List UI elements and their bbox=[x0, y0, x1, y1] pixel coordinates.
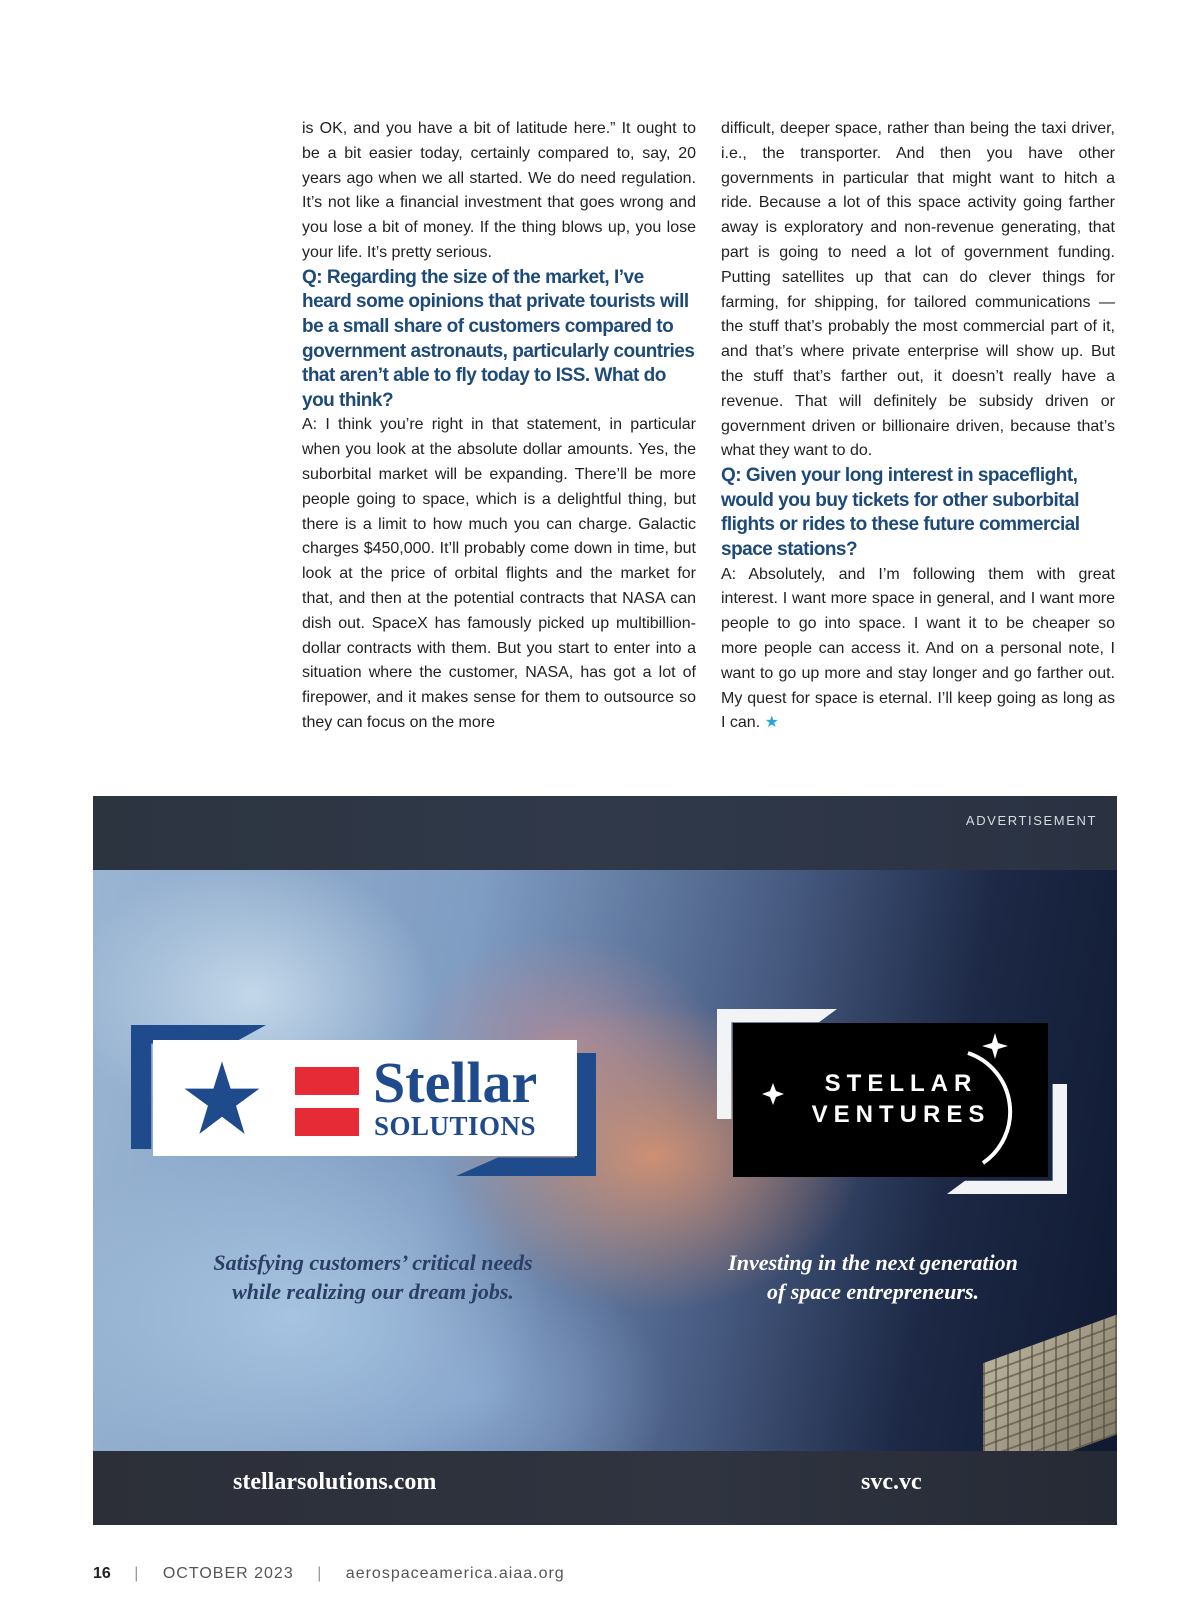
logo-wordmark: VENTURES bbox=[811, 1101, 991, 1128]
question-heading: Q: Given your long interest in spaceflight, would you buy tickets for other suborbital flights or rides to these future commercial space stations? bbox=[721, 465, 1080, 560]
ad-bottom-band bbox=[93, 1451, 1117, 1525]
footer-separator: | bbox=[134, 1565, 140, 1582]
answer-paragraph bbox=[721, 563, 1115, 737]
stellar-ventures-logo bbox=[717, 1009, 1067, 1194]
issue-date: OCTOBER 2023 bbox=[162, 1565, 294, 1582]
ad-tagline-left bbox=[163, 1248, 583, 1306]
paragraph: difficult, deeper space, rather than being the taxi driver, i.e., the transporter. And then you have other governments in particular that might want to hitch a ride. Because a lot of this space activity going farther away is exploratory and non-revenue generating, that part is going to need a lot of government funding. Putting satellites up that can do clever things for farming, for shipping, for tailored communications — the stuff that’s probably the most commercial part of it, and that’s where private enterprise will show up. But the stuff that’s farther out, it doesn’t really have a revenue. That will definitely be subsidy driven or government driven or billionaire driven, because that’s what they want to do. bbox=[721, 120, 1115, 460]
article-column-right bbox=[721, 117, 1115, 736]
tagline-line: Satisfying customers’ critical needs bbox=[213, 1250, 533, 1275]
answer-text: A: Absolutely, and I’m following them with great interest. I want more space in general, and I want more people to go into space. I want it to be cheaper so more people can access it. And on a personal note, I want to go up more and stay longer and go farther out. My quest for space is eternal. I’ll keep going as long as I can. bbox=[721, 565, 1115, 732]
advertisement bbox=[93, 796, 1117, 1525]
tagline-line: of space entrepreneurs. bbox=[766, 1279, 980, 1304]
article-column-left bbox=[302, 117, 696, 736]
website-link[interactable]: aerospaceamerica.aiaa.org bbox=[345, 1565, 565, 1582]
logo-subword: SOLUTIONS bbox=[374, 1111, 537, 1141]
ad-top-band bbox=[93, 796, 1117, 870]
stripe-shape bbox=[295, 1108, 359, 1136]
tagline-line: while realizing our dream jobs. bbox=[232, 1279, 514, 1304]
question-heading: Q: Regarding the size of the market, I’ve heard some opinions that private tourists will be a small share of customers compared to government astronauts, particularly countries that aren’t able to fly today to ISS. What do you think? bbox=[302, 266, 695, 411]
svc-link[interactable]: svc.vc bbox=[861, 1469, 922, 1495]
page-footer bbox=[93, 1565, 565, 1585]
footer-separator: | bbox=[317, 1565, 323, 1582]
paragraph: is OK, and you have a bit of latitude here.” It ought to be a bit easier today, certainly compared to, say, 20 years ago when we all started. We do need regulation. It’s not like a financial investment that goes wrong and you lose a bit of money. If the thing blows up, you lose your life. It’s pretty serious. bbox=[302, 120, 696, 261]
end-star-icon: ★ bbox=[764, 714, 779, 732]
star-icon bbox=[183, 1059, 261, 1137]
logo-box bbox=[153, 1040, 577, 1156]
ad-label: ADVERTISEMENT bbox=[965, 813, 1097, 828]
page-number: 16 bbox=[93, 1565, 111, 1582]
tagline-line: Investing in the next generation bbox=[728, 1250, 1018, 1275]
stripe-shape bbox=[295, 1067, 359, 1095]
logo-wordmark: Stellar bbox=[373, 1050, 538, 1115]
ad-tagline-right bbox=[663, 1248, 1083, 1306]
stellar-solutions-logo bbox=[131, 1025, 596, 1176]
logo-wordmark: STELLAR bbox=[824, 1070, 978, 1097]
orbit-arc-icon bbox=[733, 1023, 1048, 1177]
logo-box bbox=[733, 1023, 1048, 1177]
answer-paragraph: A: I think you’re right in that statement, in particular when you look at the absolute dollar amounts. Yes, the suborbital market will be expanding. There’ll be more people going to space, which is a delightful thing, but there is a limit to how much you can charge. Galactic charges $450,000. It’ll probably come down in time, but look at the price of orbital flights and the market for that, and then at the potential contracts that NASA can dish out. SpaceX has famously picked up multibillion-dollar contracts with them. But you start to enter into a situation where the customer, NASA, has got a lot of firepower, and it makes sense for them to outsource so they can focus on the more bbox=[302, 416, 696, 731]
stellar-solutions-link[interactable]: stellarsolutions.com bbox=[233, 1469, 437, 1495]
